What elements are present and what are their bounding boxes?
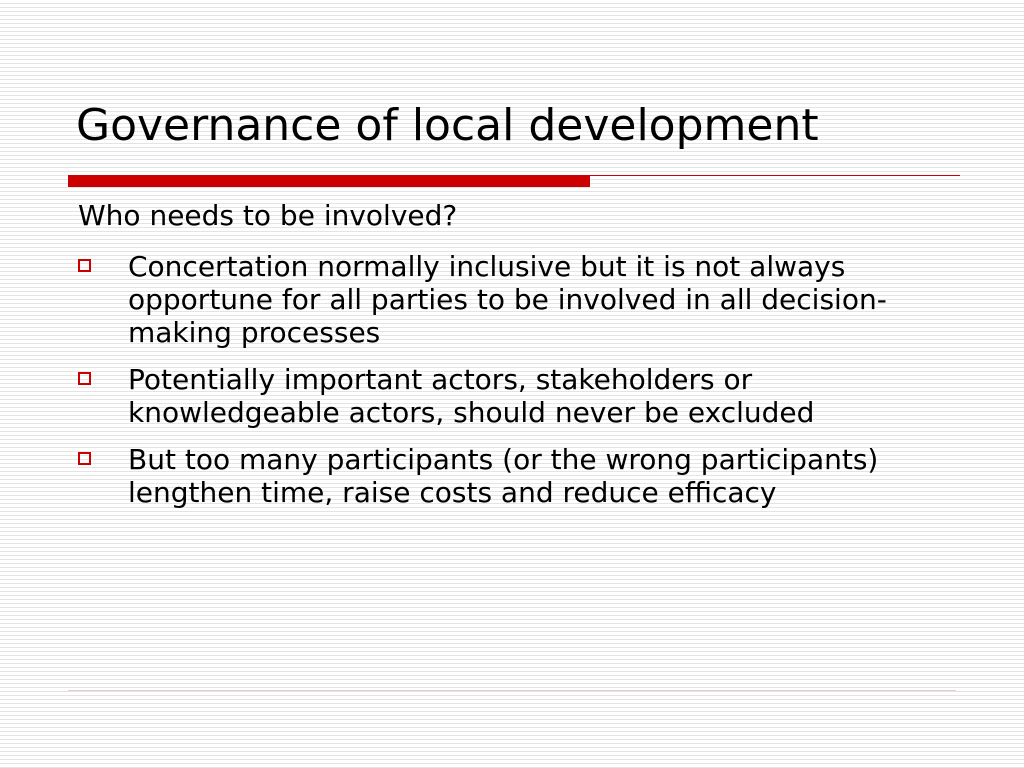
bullet-item bbox=[76, 363, 956, 429]
bullet-item bbox=[76, 250, 956, 349]
hollow-square-icon bbox=[78, 372, 91, 385]
hollow-square-icon bbox=[78, 259, 91, 272]
bullet-list bbox=[76, 250, 956, 523]
title-underline-thick bbox=[68, 175, 590, 187]
bullet-text: But too many participants (or the wrong participants) lengthen time, raise costs and reduce efficacy bbox=[128, 443, 879, 509]
bullet-text: Concertation normally inclusive but it is not always opportune for all parties to be involved in all decision-making processes bbox=[128, 250, 887, 349]
slide-subtitle: Who needs to be involved? bbox=[78, 199, 458, 232]
bullet-item bbox=[76, 443, 956, 509]
hollow-square-icon bbox=[78, 452, 91, 465]
bullet-text: Potentially important actors, stakeholders or knowledgeable actors, should never be excluded bbox=[128, 363, 815, 429]
footer-divider bbox=[68, 690, 956, 691]
title-underline-thin bbox=[590, 175, 960, 176]
slide-title: Governance of local development bbox=[76, 100, 819, 151]
